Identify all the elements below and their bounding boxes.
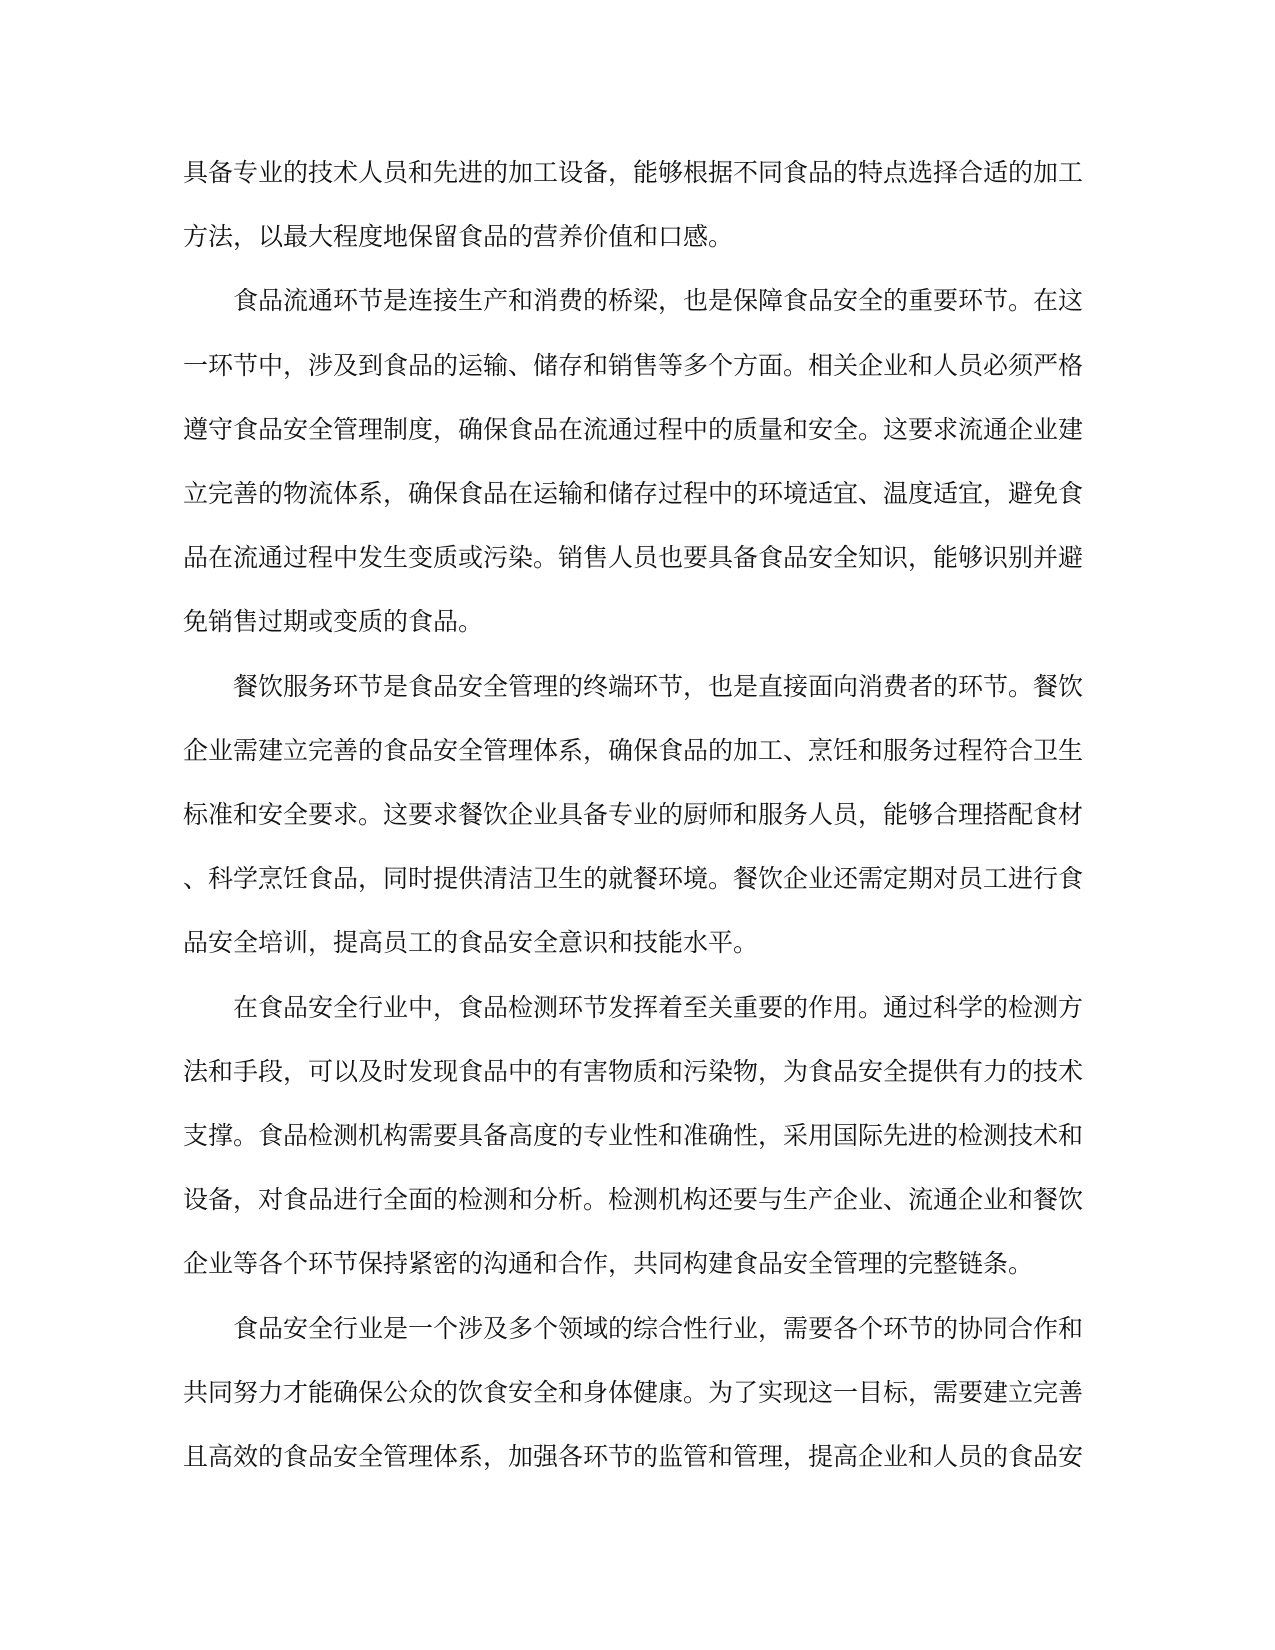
paragraph-catering xyxy=(183,655,1084,976)
paragraph-distribution xyxy=(183,269,1084,654)
paragraph-conclusion xyxy=(183,1297,1084,1490)
text-line: 支撑。食品检测机构需要具备高度的专业性和准确性，采用国际先进的检测技术和 xyxy=(183,1121,1084,1151)
text-line: 且高效的食品安全管理体系，加强各环节的监管和管理，提高企业和人员的食品安 xyxy=(183,1442,1084,1472)
text-line: 具备专业的技术人员和先进的加工设备，能够根据不同食品的特点选择合适的加工 xyxy=(183,158,1084,187)
text-line: 品在流通过程中发生变质或污染。销售人员也要具备食品安全知识，能够识别并避 xyxy=(183,543,1084,573)
text-line: 食品安全行业是一个涉及多个领域的综合性行业，需要各个环节的协同合作和 xyxy=(233,1313,1084,1343)
text-line: 共同努力才能确保公众的饮食安全和身体健康。为了实现这一目标，需要建立完善 xyxy=(183,1377,1084,1407)
text-line: 遵守食品安全管理制度，确保食品在流通过程中的质量和安全。这要求流通企业建 xyxy=(183,414,1084,444)
text-line: 一环节中，涉及到食品的运输、储存和销售等多个方面。相关企业和人员必须严格 xyxy=(183,350,1084,380)
text-line: 餐饮服务环节是食品安全管理的终端环节，也是直接面向消费者的环节。餐饮 xyxy=(233,671,1084,701)
text-line: 食品流通环节是连接生产和消费的桥梁，也是保障食品安全的重要环节。在这 xyxy=(233,286,1084,316)
text-line: 品安全培训，提高员工的食品安全意识和技能水平。 xyxy=(183,928,759,958)
text-line: 企业等各个环节保持紧密的沟通和合作，共同构建食品安全管理的完整链条。 xyxy=(183,1249,1034,1279)
paragraph-processing-continued xyxy=(183,141,1084,269)
document-body xyxy=(183,141,1084,1489)
text-line: 方法，以最大程度地保留食品的营养价值和口感。 xyxy=(183,222,734,252)
text-line: 在食品安全行业中，食品检测环节发挥着至关重要的作用。通过科学的检测方 xyxy=(233,992,1084,1022)
paragraph-testing xyxy=(183,976,1084,1297)
text-line: 法和手段，可以及时发现食品中的有害物质和污染物，为食品安全提供有力的技术 xyxy=(183,1056,1084,1086)
text-line: 企业需建立完善的食品安全管理体系，确保食品的加工、烹饪和服务过程符合卫生 xyxy=(183,735,1084,765)
text-line: 立完善的物流体系，确保食品在运输和储存过程中的环境适宜、温度适宜，避免食 xyxy=(183,479,1084,509)
text-line: 设备，对食品进行全面的检测和分析。检测机构还要与生产企业、流通企业和餐饮 xyxy=(183,1185,1084,1215)
text-line: 标准和安全要求。这要求餐饮企业具备专业的厨师和服务人员，能够合理搭配食材 xyxy=(183,800,1084,830)
text-line: 免销售过期或变质的食品。 xyxy=(183,607,484,637)
text-line: 、科学烹饪食品，同时提供清洁卫生的就餐环境。餐饮企业还需定期对员工进行食 xyxy=(183,864,1084,894)
